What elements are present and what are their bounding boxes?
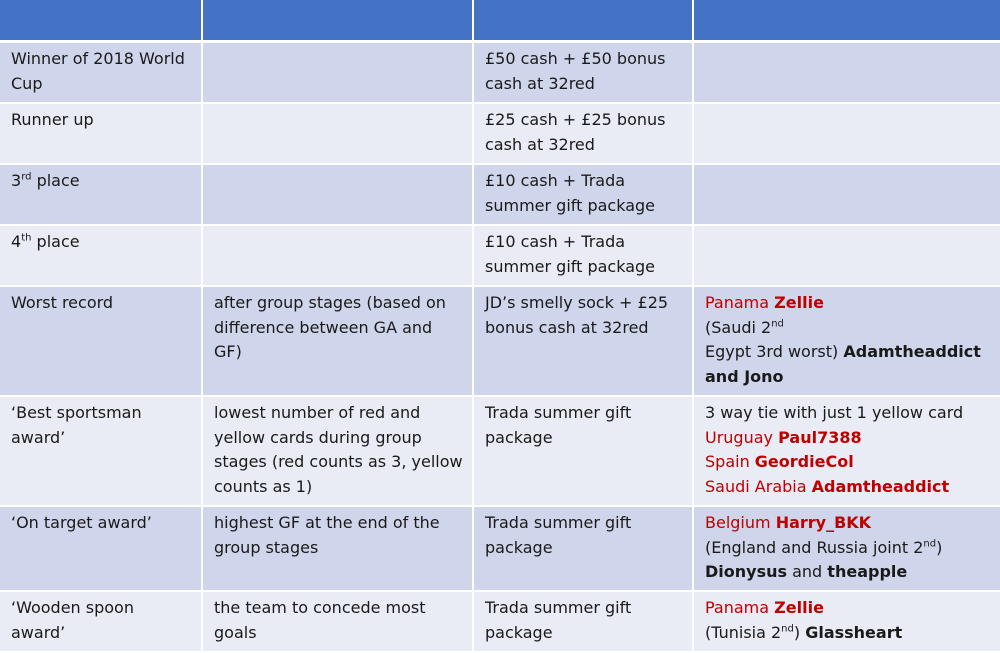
prize-cell: £10 cash + Trada summer gift package [473,225,693,286]
note-line [705,621,992,646]
note-line [705,536,992,561]
table-row [0,286,1000,396]
criteria-cell [202,164,473,225]
header-cell-prize [473,0,693,42]
winner-cell [693,103,1000,164]
winner-player: Paul7388 [778,427,862,447]
note-end: ) [936,537,943,557]
note-line [705,340,992,389]
award-cell: Runner up [0,103,202,164]
winner-cell [693,225,1000,286]
criteria-cell: highest GF at the end of the group stages [202,506,473,591]
award-number: 4 [11,232,22,251]
criteria-cell: the team to concede most goals [202,591,473,652]
winner-player: Zellie [774,598,824,617]
criteria-cell [202,103,473,164]
winner-intro: 3 way tie with just 1 yellow card [705,403,964,422]
criteria-cell: lowest number of red and yellow cards during group stages (red counts as 3, yellow counts as 1) [202,396,473,506]
winner-line [705,475,992,500]
award-cell: ‘On target award’ [0,506,202,591]
award-suffix: place [31,232,80,251]
winner-line [705,511,992,536]
criteria-cell [202,225,473,286]
header-cell-winner [693,0,1000,42]
note-ordinal: nd [771,318,784,330]
prize-cell: £50 cash + £50 bonus cash at 32red [473,42,693,104]
winner-team: Panama [705,598,770,617]
winner-team: Spain [705,452,750,471]
winner-player: Zellie [774,293,824,312]
note-end: ) [793,622,801,642]
table-row [0,103,1000,164]
award-cell: ‘Wooden spoon award’ [0,591,202,652]
winner-line [705,596,992,621]
winner-team: Uruguay [705,427,773,447]
note-text: (England and Russia joint 2 [705,537,924,557]
header-row [0,0,1000,42]
runner-up-line [705,560,992,585]
prize-cell: JD’s smelly sock + £25 bonus cash at 32red [473,286,693,396]
table-row [0,506,1000,591]
runner-up-players: Adamtheaddict and Jono [705,342,981,386]
table-row [0,42,1000,104]
note-text: (Saudi 2 [705,317,772,337]
header-cell-award [0,0,202,42]
runner-up-player: Glassheart [805,622,903,642]
prize-cell: Trada summer gift package [473,591,693,652]
winner-cell [693,396,1000,506]
award-cell [0,225,202,286]
runner-up-player: theapple [827,562,908,581]
winner-player: Harry_BKK [775,513,872,532]
table-row [0,396,1000,506]
table-row [0,591,1000,652]
winner-player: Adamtheaddict [811,476,950,496]
winner-cell [693,164,1000,225]
award-ordinal: rd [21,171,32,183]
note-text: Egypt 3rd worst) [705,342,839,361]
award-cell: ‘Best sportsman award’ [0,396,202,506]
winner-team: Saudi Arabia [705,476,807,496]
prize-cell: Trada summer gift package [473,396,693,506]
runner-up-player: Dionysus [705,562,788,581]
winner-cell [693,42,1000,104]
conjunction: and [787,562,828,581]
award-cell [0,164,202,225]
note-ordinal: nd [781,623,794,635]
winner-cell [693,591,1000,652]
winner-player: GeordieCol [754,452,854,471]
header-cell-criteria [202,0,473,42]
award-cell: Worst record [0,286,202,396]
award-number: 3 [11,171,22,190]
prize-cell: Trada summer gift package [473,506,693,591]
table-row [0,225,1000,286]
winner-cell [693,286,1000,396]
winner-cell [693,506,1000,591]
award-suffix: place [31,171,80,190]
award-cell: Winner of 2018 World Cup [0,42,202,104]
winner-line [705,291,992,316]
criteria-cell: after group stages (based on difference between GA and GF) [202,286,473,396]
table-row [0,164,1000,225]
note-text: (Tunisia 2 [705,622,782,642]
prize-cell: £25 cash + £25 bonus cash at 32red [473,103,693,164]
criteria-cell [202,42,473,104]
note-line [705,316,992,341]
award-ordinal: th [21,232,32,244]
prize-cell: £10 cash + Trada summer gift package [473,164,693,225]
winner-line [705,450,992,475]
winner-team: Panama [705,293,770,312]
winner-team: Belgium [705,513,771,532]
winner-line [705,426,992,451]
note-ordinal: nd [923,538,937,550]
